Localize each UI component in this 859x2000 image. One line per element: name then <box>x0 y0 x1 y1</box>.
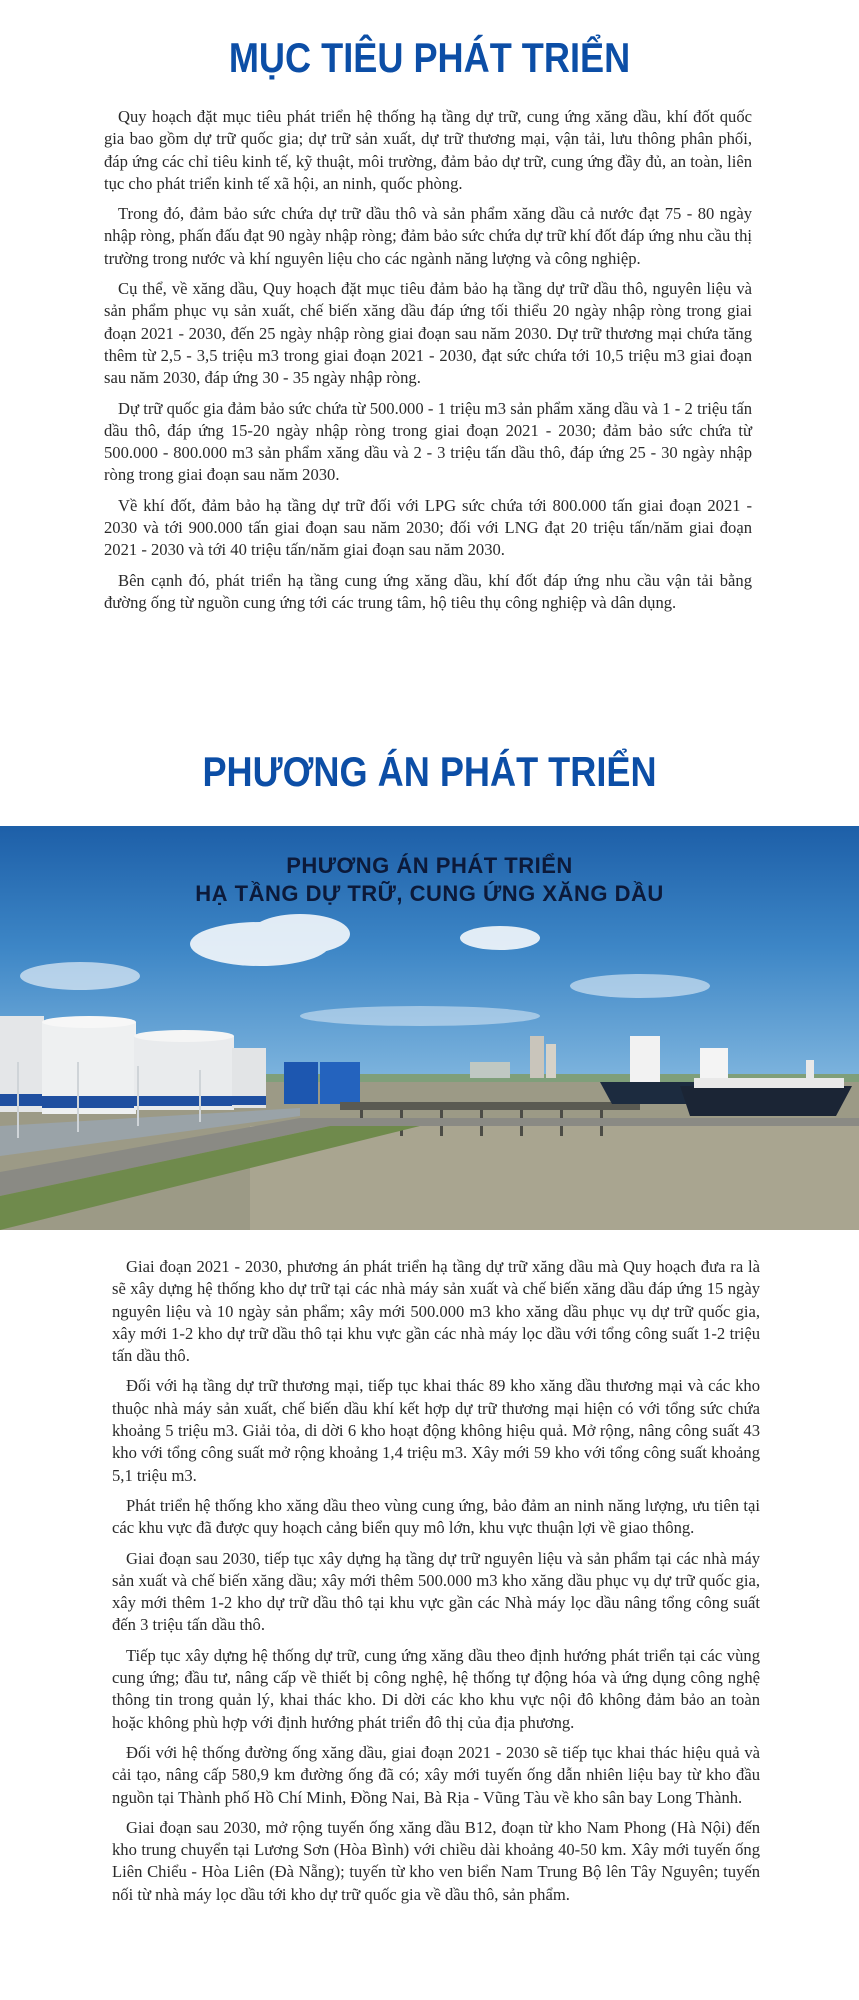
hero-photo-oil-depot <box>0 826 859 1230</box>
paragraph: Cụ thể, về xăng dầu, Quy hoạch đặt mục tiêu đảm bảo hạ tầng dự trữ dầu thô, nguyên liệu và sản phẩm phục vụ sản xuất, chế biến xăng dầu đáp ứng tối thiểu 20 ngày nhập ròng trong giai đoạn 2021 - 2030, đến 25 ngày nhập ròng giai đoạn sau năm 2030. Dự trữ thương mại chứa tăng thêm từ 2,5 - 3,5 triệu m3 trong giai đoạn 2021 - 2030, đạt sức chứa tới 10,5 triệu m3 giai đoạn sau năm 2030, đáp ứng 30 - 35 ngày nhập ròng. <box>104 279 752 388</box>
paragraph: Giai đoạn 2021 - 2030, phương án phát triển hạ tầng dự trữ xăng dầu mà Quy hoạch đưa ra là sẽ xây dựng hệ thống kho dự trữ tại các nhà máy sản xuất và chế biến xăng dầu đáp ứng 15 ngày nguyên liệu và 10 ngày sản phẩm; xây mới 500.000 m3 kho xăng dầu phục vụ dự trữ quốc gia, xây mới 1-2 kho dự trữ dầu thô tại khu vực gần các nhà máy lọc dầu với tổng công suất 1-2 triệu tấn dầu thô. <box>112 1257 760 1366</box>
paragraph: Trong đó, đảm bảo sức chứa dự trữ dầu thô và sản phẩm xăng dầu cả nước đạt 75 - 80 ngày nhập ròng, phấn đấu đạt 90 ngày nhập ròng; đảm bảo sức chứa dự trữ khí đốt đáp ứng nhu cầu thị trường trong nước và khí nguyên liệu cho các ngành năng lượng và công nghiệp. <box>104 204 752 268</box>
paragraph: Bên cạnh đó, phát triển hạ tầng cung ứng xăng dầu, khí đốt đáp ứng nhu cầu vận tải bằng đường ống từ nguồn cung ứng tới các trung tâm, hộ tiêu thụ công nghiệp và dân dụng. <box>104 570 752 612</box>
hero-caption-line1: PHƯƠNG ÁN PHÁT TRIỂN <box>286 853 573 878</box>
section-phuong-an-body <box>112 1256 760 1914</box>
hero-caption-line2: HẠ TẦNG DỰ TRỮ, CUNG ỨNG XĂNG DẦU <box>195 881 664 906</box>
section-title-phuong-an: PHƯƠNG ÁN PHÁT TRIỂN <box>202 748 657 795</box>
section-title-muc-tieu: MỤC TIÊU PHÁT TRIỂN <box>228 34 631 81</box>
paragraph: Phát triển hệ thống kho xăng dầu theo vùng cung ứng, bảo đảm an ninh năng lượng, ưu tiên tại các khu vực đã được quy hoạch cảng biển quy mô lớn, khu vực thuận lợi về giao thông. <box>112 1495 760 1538</box>
hero-caption <box>0 852 859 908</box>
paragraph: Về khí đốt, đảm bảo hạ tầng dự trữ đối với LPG sức chứa tới 800.000 tấn giai đoạn 2021 - 2030 và tới 900.000 tấn giai đoạn sau năm 2030; đối với LNG đạt 20 triệu tấn/năm giai đoạn 2021 - 2030 và tới 40 triệu tấn/năm giai đoạn sau năm 2030. <box>104 495 752 560</box>
paragraph: Tiếp tục xây dựng hệ thống dự trữ, cung ứng xăng dầu theo định hướng phát triển tại các vùng cung ứng; đầu tư, nâng cấp về thiết bị công nghệ, hệ thống tự động hóa và ứng dụng công nghệ thông tin trong quản lý, khai thác kho. Di dời các kho khu vực nội đô không đảm bảo an toàn hoặc không phù hợp với định hướng phát triển đô thị của địa phương. <box>112 1645 760 1732</box>
paragraph: Giai đoạn sau 2030, tiếp tục xây dựng hạ tầng dự trữ nguyên liệu và sản phẩm tại các nhà máy sản xuất và chế biến xăng dầu; xây mới thêm 500.000 m3 kho xăng dầu phục vụ dự trữ quốc gia, xây mới thêm 1-2 kho dự trữ dầu thô tại khu vực gần các Nhà máy lọc dầu nâng tổng công suất đến 3 triệu tấn dầu thô. <box>112 1548 760 1635</box>
paragraph: Dự trữ quốc gia đảm bảo sức chứa từ 500.000 - 1 triệu m3 sản phẩm xăng dầu và 1 - 2 triệu tấn dầu thô, đáp ứng 15-20 ngày nhập ròng trong giai đoạn 2021 - 2030; đảm bảo sức chứa từ 500.000 - 800.000 m3 sản phẩm xăng dầu và 2 - 3 triệu tấn dầu thô, đáp ứng 25 - 30 ngày nhập ròng trong giai đoạn sau năm 2030. <box>104 398 752 485</box>
paragraph: Đối với hệ thống đường ống xăng dầu, giai đoạn 2021 - 2030 sẽ tiếp tục khai thác hiệu quả và cải tạo, nâng cấp 580,9 km đường ống đã có; xây mới tuyến ống dẫn nhiên liệu bay từ kho đầu nguồn tại Thành phố Hồ Chí Minh, Đồng Nai, Bà Rịa - Vũng Tàu về kho sân bay Long Thành. <box>112 1742 760 1807</box>
paragraph: Giai đoạn sau 2030, mở rộng tuyến ống xăng dầu B12, đoạn từ kho Nam Phong (Hà Nội) đến kho trung chuyển tại Lương Sơn (Hòa Bình) với chiều dài khoảng 40-50 km. Xây mới tuyến ống Liên Chiểu - Hòa Liên (Đà Nẵng); tuyến từ kho ven biển Nam Trung Bộ lên Tây Nguyên; tuyến nối từ nhà máy lọc dầu tới kho dự trữ quốc gia về dầu thô, sản phẩm. <box>112 1817 760 1904</box>
paragraph: Đối với hạ tầng dự trữ thương mại, tiếp tục khai thác 89 kho xăng dầu thương mại và các kho thuộc nhà máy sản xuất, chế biến dầu khí kết hợp dự trữ thương mại hiện có với tổng sức chứa khoảng 5 triệu m3. Giải tỏa, di dời 6 kho hoạt động không hiệu quả. Mở rộng, nâng công suất 43 kho với tổng công suất mở rộng khoảng 1,4 triệu m3. Xây mới 59 kho với tổng công suất khoảng 5,1 triệu m3. <box>112 1376 760 1485</box>
paragraph: Quy hoạch đặt mục tiêu phát triển hệ thống hạ tầng dự trữ, cung ứng xăng dầu, khí đốt quốc gia bao gồm dự trữ quốc gia; dự trữ sản xuất, dự trữ thương mại, vận tải, lưu thông phân phối, đáp ứng các chỉ tiêu kinh tế, kỹ thuật, môi trường, đảm bảo dự trữ, cung ứng đầy đủ, an toàn, liên tục cho phát triển kinh tế xã hội, an ninh, quốc phòng. <box>104 107 752 193</box>
section-muc-tieu-body <box>104 106 752 622</box>
